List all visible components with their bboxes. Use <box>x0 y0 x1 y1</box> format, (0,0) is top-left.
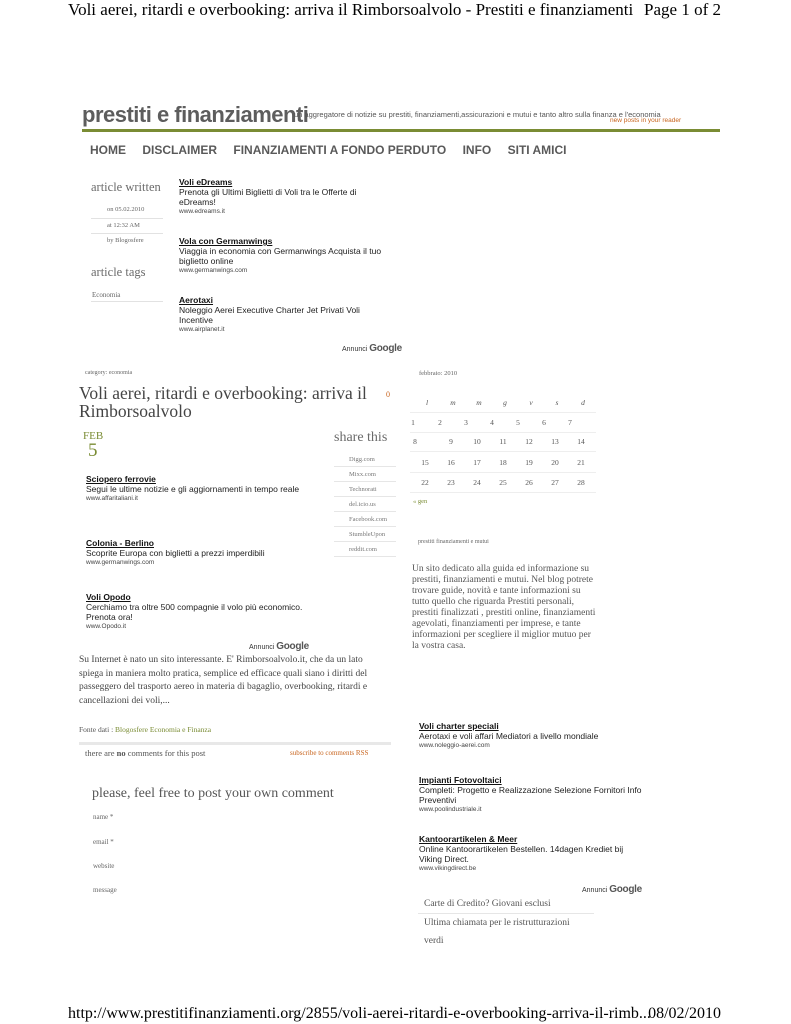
calendar-header-row <box>410 394 596 413</box>
comments-count-prefix: there are <box>85 748 117 758</box>
comments-count <box>85 748 205 758</box>
ad-title[interactable]: Kantoorartikelen & Meer <box>419 834 518 844</box>
calendar-week-row <box>410 454 596 473</box>
comments-divider <box>79 742 391 745</box>
sidebar-link-divider <box>418 913 594 914</box>
ad-description: Cerchiamo tra oltre 500 compagnie il volo più economico. Prenota ora! <box>86 602 303 622</box>
comments-rss-link[interactable]: subscribe to comments RSS <box>290 749 369 757</box>
ad-block[interactable] <box>419 721 644 749</box>
ad-description: Scoprite Europa con biglietti a prezzi imperdibili <box>86 548 265 558</box>
calendar-day: 17 <box>473 458 481 467</box>
post-category[interactable]: category: economia <box>85 370 133 376</box>
sidebar-link[interactable]: Ultima chiamata per le ristrutturazioni <box>424 918 570 928</box>
ad-description: Prenota gli Ultimi Biglietti di Voli tra le Offerte di eDreams! <box>179 187 357 207</box>
print-footer-url: http://www.prestitifinanziamenti.org/2855/voli-aerei-ritardi-e-overbooking-arriva-il-rimb... <box>68 1005 651 1022</box>
calendar-day: 6 <box>542 418 546 427</box>
google-ads-prefix: Annunci <box>249 644 275 651</box>
calendar-prev-month[interactable]: « gen <box>413 498 428 505</box>
tag-economia[interactable]: Economia <box>92 291 121 299</box>
print-page-number: Page 1 of 2 <box>644 0 721 19</box>
share-mixx[interactable]: Mixx.com <box>334 468 396 482</box>
calendar-day: 11 <box>499 437 507 446</box>
ad-title[interactable]: Voli charter speciali <box>419 721 499 731</box>
meta-divider <box>91 301 163 302</box>
calendar-weekday: d <box>581 398 585 407</box>
calendar-day: 4 <box>490 418 494 427</box>
calendar-caption: febbraio: 2010 <box>419 370 458 377</box>
article-date: on 05.02.2010 <box>107 206 145 213</box>
ad-url[interactable]: www.germanwings.com <box>179 267 248 274</box>
print-footer-date: 08/02/2010 <box>648 1005 721 1022</box>
comment-form-heading: please, feel free to post your own comment <box>92 786 334 801</box>
website-field-label[interactable]: website <box>93 862 115 870</box>
post-title[interactable]: Voli aerei, ritardi e overbooking: arriva il Rimborsoalvolo <box>79 383 367 421</box>
google-ads-brand: Google <box>369 343 402 354</box>
google-ads-brand: Google <box>609 884 642 895</box>
calendar-day: 25 <box>499 478 507 487</box>
header-divider <box>82 129 720 132</box>
ad-title[interactable]: Voli Opodo <box>86 592 131 602</box>
calendar-day: 15 <box>421 458 429 467</box>
ad-title[interactable]: Sciopero ferrovie <box>86 474 156 484</box>
calendar-day: 14 <box>577 437 585 446</box>
ad-block[interactable] <box>179 236 389 274</box>
calendar-day: 7 <box>568 418 572 427</box>
article-author: by Blogosfere <box>107 237 144 244</box>
share-digg[interactable]: Digg.com <box>334 453 396 467</box>
google-ads-prefix: Annunci <box>582 887 608 894</box>
comment-count-marker[interactable]: 0 <box>386 390 390 399</box>
calendar-day: 1 <box>411 418 415 427</box>
calendar-day: 26 <box>525 478 533 487</box>
meta-divider <box>91 218 163 219</box>
calendar-day: 22 <box>421 478 429 487</box>
google-ads-attribution[interactable] <box>342 343 402 354</box>
calendar-weekday: v <box>529 398 533 407</box>
ad-block[interactable] <box>86 474 316 502</box>
comments-count-suffix: comments for this post <box>125 748 206 758</box>
nav-info[interactable]: INFO <box>462 143 492 157</box>
ad-title[interactable]: Vola con Germanwings <box>179 236 273 246</box>
calendar-day: 24 <box>473 478 481 487</box>
comments-count-word: no <box>116 748 126 758</box>
ad-description: Completi: Progetto e Realizzazione Selezione Fornitori Info Preventivi <box>419 785 642 805</box>
calendar-day: 19 <box>525 458 533 467</box>
source-label: Fonte dati : <box>79 725 116 734</box>
site-tagline: un aggregatore di notizie su prestiti, finanziamenti,assicurazioni e mutui e tanto altro sulla finanza e l'economia <box>294 110 661 119</box>
site-title[interactable]: prestiti e finanziamenti <box>82 102 309 127</box>
ad-block[interactable] <box>86 538 316 566</box>
calendar-day: 20 <box>551 458 559 467</box>
post-date-month: FEB <box>83 430 104 442</box>
calendar-week-row <box>410 474 596 493</box>
ad-url[interactable]: www.airplanet.it <box>179 326 225 333</box>
calendar-day: 18 <box>499 458 507 467</box>
calendar-day: 27 <box>551 478 559 487</box>
email-field-label[interactable]: email * <box>93 838 114 846</box>
ad-title[interactable]: Aerotaxi <box>179 295 214 305</box>
calendar-weekday: s <box>555 398 559 407</box>
share-reddit[interactable]: reddit.com <box>334 543 396 557</box>
share-technorati[interactable]: Technorati <box>334 483 396 497</box>
calendar-day: 5 <box>516 418 520 427</box>
calendar-day: 9 <box>449 437 453 446</box>
sidebar-link[interactable]: verdi <box>424 936 444 946</box>
google-ads-attribution[interactable] <box>582 884 642 895</box>
about-heading: prestiti finanziamenti e mutui <box>418 539 489 545</box>
ad-url[interactable]: www.poolindustriale.it <box>419 806 482 813</box>
ad-block[interactable] <box>179 177 389 215</box>
ad-title[interactable]: Voli eDreams <box>179 177 233 187</box>
ad-block[interactable] <box>179 295 389 333</box>
main-nav <box>90 143 580 157</box>
about-text: Un sito dedicato alla guida ed informazione su prestiti, finanziamenti e mutui. Nel blog potrete trovare guide, novità e tante informazioni su tutto quello che riguarda Prestiti personali, prestiti finalizzati , prestiti online, finanziamenti agevolati, finanziamenti per imprese, e tante informazioni per scegliere il miglior mutuo per la vostra casa. <box>412 564 596 651</box>
nav-siti-amici[interactable]: SITI AMICI <box>507 143 567 157</box>
ad-description: Aerotaxi e voli affari Mediatori a livello mondiale <box>419 731 599 741</box>
calendar-weekday: l <box>425 398 429 407</box>
calendar-day: 10 <box>473 437 481 446</box>
ad-url[interactable]: www.vikingdirect.be <box>419 865 477 872</box>
print-header-title: Voli aerei, ritardi e overbooking: arriva il Rimborsoalvolo - Prestiti e finanziamenti <box>68 0 634 19</box>
ad-description: Viaggia in economia con Germanwings Acquista il tuo biglietto online <box>179 246 382 266</box>
ad-block[interactable] <box>419 834 644 872</box>
calendar-day: 23 <box>447 478 455 487</box>
ad-title[interactable]: Colonia - Berlino <box>86 538 154 548</box>
calendar-day: 21 <box>577 458 585 467</box>
ad-url[interactable]: www.germanwings.com <box>86 559 155 566</box>
ad-url[interactable]: www.edreams.it <box>179 208 225 215</box>
sidebar-link[interactable]: Carte di Credito? Giovani esclusi <box>424 899 551 909</box>
message-field-label[interactable]: message <box>93 886 117 894</box>
share-stumbleupon[interactable]: StumbleUpon <box>334 528 396 542</box>
post-source <box>79 725 211 734</box>
ad-description: Segui le ultime notizie e gli aggiornamenti in tempo reale <box>86 484 300 494</box>
share-facebook[interactable]: Facebook.com <box>334 513 396 527</box>
rss-link[interactable]: new posts in your reader <box>610 117 682 124</box>
calendar-week-row <box>410 433 596 452</box>
calendar-weekday: m <box>476 398 482 407</box>
ad-block[interactable] <box>86 592 316 630</box>
calendar-week-row <box>410 414 596 433</box>
calendar-day: 13 <box>551 437 559 446</box>
google-ads-brand: Google <box>276 641 309 652</box>
ad-url[interactable]: www.Opodo.it <box>86 623 127 630</box>
ad-url[interactable]: www.affaritaliani.it <box>86 495 138 502</box>
nav-disclaimer[interactable]: DISCLAIMER <box>142 143 218 157</box>
calendar-weekday: m <box>450 398 456 407</box>
share-heading: share this <box>334 430 388 445</box>
ad-url[interactable]: www.noleggio-aerei.com <box>419 742 490 749</box>
article-time: at 12:32 AM <box>107 222 140 229</box>
name-field-label[interactable]: name * <box>93 813 114 821</box>
source-link[interactable]: Blogosfere Economia e Finanza <box>115 725 212 734</box>
share-delicious[interactable]: del.icio.us <box>334 498 396 512</box>
article-written-heading: article written <box>91 180 161 194</box>
post-excerpt: Su Internet è nato un sito interessante. E' Rimborsoalvolo.it, che da un lato spiega in maniera molto pratica, semplice ed efficace quali siano i diritti del passeggero del trasporto aereo in materia di bagaglio, overbooking, ritardi e cancellazioni dei voli,... <box>79 655 368 706</box>
google-ads-prefix: Annunci <box>342 346 368 353</box>
ad-title[interactable]: Impianti Fotovoltaici <box>419 775 502 785</box>
ad-description: Online Kantoorartikelen Bestellen. 14dagen Krediet bij Viking Direct. <box>419 844 624 864</box>
meta-divider <box>91 233 163 234</box>
ad-block[interactable] <box>419 775 644 813</box>
google-ads-attribution[interactable] <box>249 641 309 652</box>
ad-description: Noleggio Aerei Executive Charter Jet Privati Voli Incentive <box>179 305 360 325</box>
calendar-weekday: g <box>503 398 507 407</box>
calendar-day: 3 <box>464 418 468 427</box>
calendar-day: 16 <box>447 458 455 467</box>
calendar-day: 12 <box>525 437 533 446</box>
nav-home[interactable]: HOME <box>90 143 126 157</box>
calendar-day: 28 <box>577 478 585 487</box>
calendar-day: 2 <box>438 418 442 427</box>
calendar-day: 8 <box>413 437 417 446</box>
article-tags-heading: article tags <box>91 265 146 279</box>
nav-finanziamenti-fondo-perduto[interactable]: FINANZIAMENTI A FONDO PERDUTO <box>233 143 447 157</box>
post-date-day: 5 <box>88 440 98 461</box>
